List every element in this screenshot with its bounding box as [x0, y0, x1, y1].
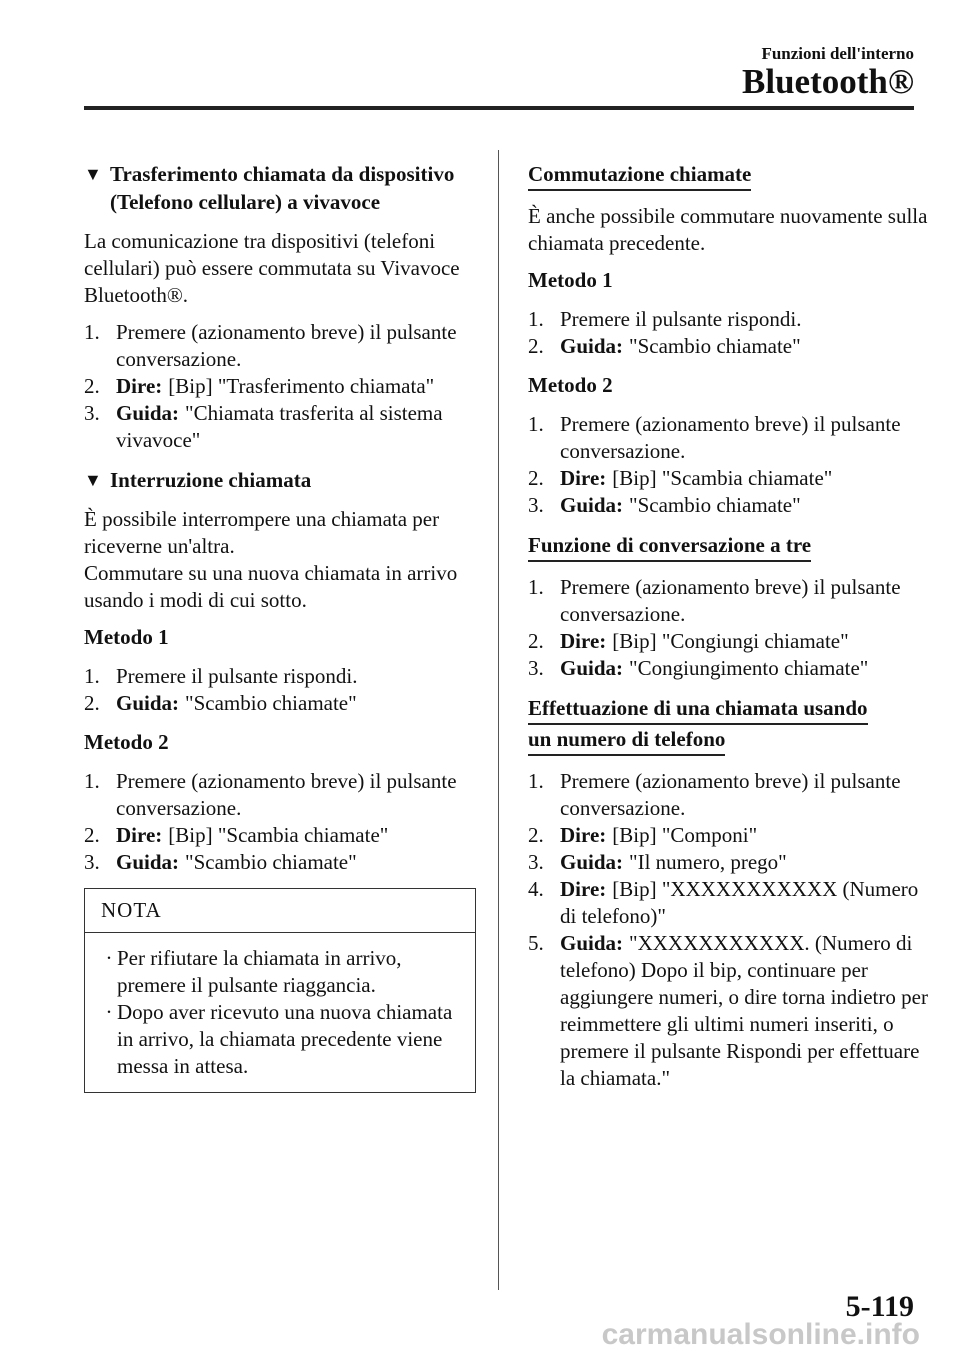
- watermark: carmanualsonline.info: [601, 1318, 920, 1351]
- step-number: 5.: [528, 931, 544, 955]
- step-number: 1.: [84, 664, 100, 688]
- step-label: Guida:: [116, 401, 180, 425]
- step-text: Dire: [Bip] "Scambia chiamate": [560, 466, 833, 490]
- step-number: 2.: [528, 334, 544, 358]
- step-item: [84, 822, 476, 849]
- step-number: 1.: [528, 575, 544, 599]
- step-label: Guida:: [560, 334, 624, 358]
- step-item: [528, 574, 928, 628]
- step-label: Dire:: [560, 466, 607, 490]
- step-text: Guida: "Scambio chiamate": [560, 493, 801, 517]
- step-text: Guida: "XXXXXXXXXXX. (Numero di telefono) Dopo il bip, continuare per aggiungere numeri, o dire torna indietro per reimmettere gli ultimi numeri inseriti, o premere il pulsante Rispondi per effettuare la chiamata.": [560, 931, 928, 1090]
- method-label: Metodo 2: [84, 730, 169, 754]
- step-text: Guida: "Chiamata trasferita al sistema vivavoce": [116, 401, 443, 452]
- left-column: [84, 160, 476, 1093]
- step-list: [84, 319, 476, 454]
- step-number: 1.: [528, 769, 544, 793]
- step-text: Dire: [Bip] "Congiungi chiamate": [560, 629, 849, 653]
- subheading-dial-number: Effettuazione di una chiamata usando un numero di telefono: [528, 694, 928, 756]
- step-number: 2.: [528, 629, 544, 653]
- step-number: 2.: [84, 823, 100, 847]
- paragraph: È possibile interrompere una chiamata per riceverne un'altra.: [84, 507, 440, 558]
- step-number: 2.: [528, 466, 544, 490]
- step-text: Premere (azionamento breve) il pulsante conversazione.: [116, 769, 457, 820]
- step-number: 1.: [528, 307, 544, 331]
- step-item: [528, 306, 928, 333]
- step-text: Premere (azionamento breve) il pulsante conversazione.: [116, 320, 457, 371]
- triangle-down-icon: ▼: [84, 164, 102, 184]
- method-label: Metodo 1: [84, 625, 169, 649]
- step-label: Dire:: [560, 823, 607, 847]
- step-label: Dire:: [560, 877, 607, 901]
- bullet-icon: ·: [105, 1000, 113, 1024]
- step-item: [84, 373, 476, 400]
- paragraph: Commutare su una nuova chiamata in arrivo usando i modi di cui sotto.: [84, 561, 458, 612]
- step-number: 3.: [84, 850, 100, 874]
- step-label: Dire:: [116, 374, 163, 398]
- step-label: Guida:: [560, 931, 624, 955]
- step-item: [84, 849, 476, 876]
- step-item: [84, 690, 476, 717]
- step-label: Guida:: [560, 850, 624, 874]
- step-number: 4.: [528, 877, 544, 901]
- step-item: [84, 319, 476, 373]
- step-text: Guida: "Scambio chiamate": [116, 691, 357, 715]
- step-text: Guida: "Congiungimento chiamate": [560, 656, 869, 680]
- step-number: 2.: [84, 374, 100, 398]
- step-number: 3.: [528, 656, 544, 680]
- step-label: Guida:: [560, 656, 624, 680]
- triangle-down-icon: ▼: [84, 470, 102, 490]
- step-label: Dire:: [116, 823, 163, 847]
- step-label: Dire:: [560, 629, 607, 653]
- subheading-switch-calls: Commutazione chiamate: [528, 160, 751, 191]
- step-label: Guida:: [116, 850, 180, 874]
- step-number: 3.: [528, 850, 544, 874]
- step-label: Guida:: [116, 691, 180, 715]
- step-text: Premere il pulsante rispondi.: [560, 307, 802, 331]
- step-number: 1.: [84, 320, 100, 344]
- right-column: [528, 160, 928, 1104]
- section-heading-transfer: ▼ Trasferimento chiamata da dispositivo (Telefono cellulare) a vivavoce: [84, 162, 455, 214]
- step-item: [528, 876, 928, 930]
- step-text: Premere (azionamento breve) il pulsante conversazione.: [560, 575, 901, 626]
- step-list: [528, 306, 928, 360]
- bullet-icon: ·: [105, 946, 113, 970]
- step-list: [84, 768, 476, 876]
- step-list: [528, 574, 928, 682]
- step-number: 2.: [528, 823, 544, 847]
- step-text: Premere (azionamento breve) il pulsante conversazione.: [560, 769, 901, 820]
- step-list: [84, 663, 476, 717]
- step-text: Dire: [Bip] "XXXXXXXXXXX (Numero di telefono)": [560, 877, 919, 928]
- step-item: [528, 492, 928, 519]
- step-text: Premere il pulsante rispondi.: [116, 664, 358, 688]
- step-text: Dire: [Bip] "Trasferimento chiamata": [116, 374, 435, 398]
- step-number: 1.: [84, 769, 100, 793]
- note-box: [84, 888, 476, 1093]
- step-item: [528, 768, 928, 822]
- step-item: [528, 822, 928, 849]
- note-list: [85, 933, 475, 1092]
- step-item: [528, 333, 928, 360]
- header-rule: [84, 106, 914, 110]
- step-list: [528, 768, 928, 1092]
- step-item: [528, 411, 928, 465]
- step-number: 1.: [528, 412, 544, 436]
- subheading-three-way: Funzione di conversazione a tre: [528, 531, 811, 562]
- step-item: [528, 628, 928, 655]
- step-item: [528, 655, 928, 682]
- note-item: · Per rifiutare la chiamata in arrivo, premere il pulsante riaggancia.: [101, 945, 459, 999]
- step-text: Guida: "Il numero, prego": [560, 850, 787, 874]
- column-divider: [498, 150, 499, 1290]
- step-text: Guida: "Scambio chiamate": [116, 850, 357, 874]
- step-number: 3.: [84, 401, 100, 425]
- step-text: Dire: [Bip] "Componi": [560, 823, 758, 847]
- method-label: Metodo 1: [528, 268, 613, 292]
- method-label: Metodo 2: [528, 373, 613, 397]
- step-label: Guida:: [560, 493, 624, 517]
- section-heading-interrupt: ▼ Interruzione chiamata: [84, 468, 312, 492]
- step-text: Guida: "Scambio chiamate": [560, 334, 801, 358]
- paragraph: La comunicazione tra dispositivi (telefoni cellulari) può essere commutata su Vivavoce Bluetooth®.: [84, 229, 460, 307]
- step-item: [528, 930, 928, 1092]
- step-item: [528, 849, 928, 876]
- step-number: 3.: [528, 493, 544, 517]
- step-text: Dire: [Bip] "Scambia chiamate": [116, 823, 389, 847]
- step-item: [84, 400, 476, 454]
- paragraph: È anche possibile commutare nuovamente sulla chiamata precedente.: [528, 204, 928, 255]
- step-item: [84, 663, 476, 690]
- header-title: Bluetooth®: [742, 62, 914, 101]
- step-text: Premere (azionamento breve) il pulsante conversazione.: [560, 412, 901, 463]
- page-number: 5-119: [845, 1290, 914, 1323]
- step-list: [528, 411, 928, 519]
- note-item: · Dopo aver ricevuto una nuova chiamata in arrivo, la chiamata precedente viene messa in attesa.: [101, 999, 459, 1080]
- step-item: [84, 768, 476, 822]
- note-heading: NOTA: [85, 889, 475, 933]
- step-item: [528, 465, 928, 492]
- header-section-label: Funzioni dell'interno: [761, 44, 914, 63]
- step-number: 2.: [84, 691, 100, 715]
